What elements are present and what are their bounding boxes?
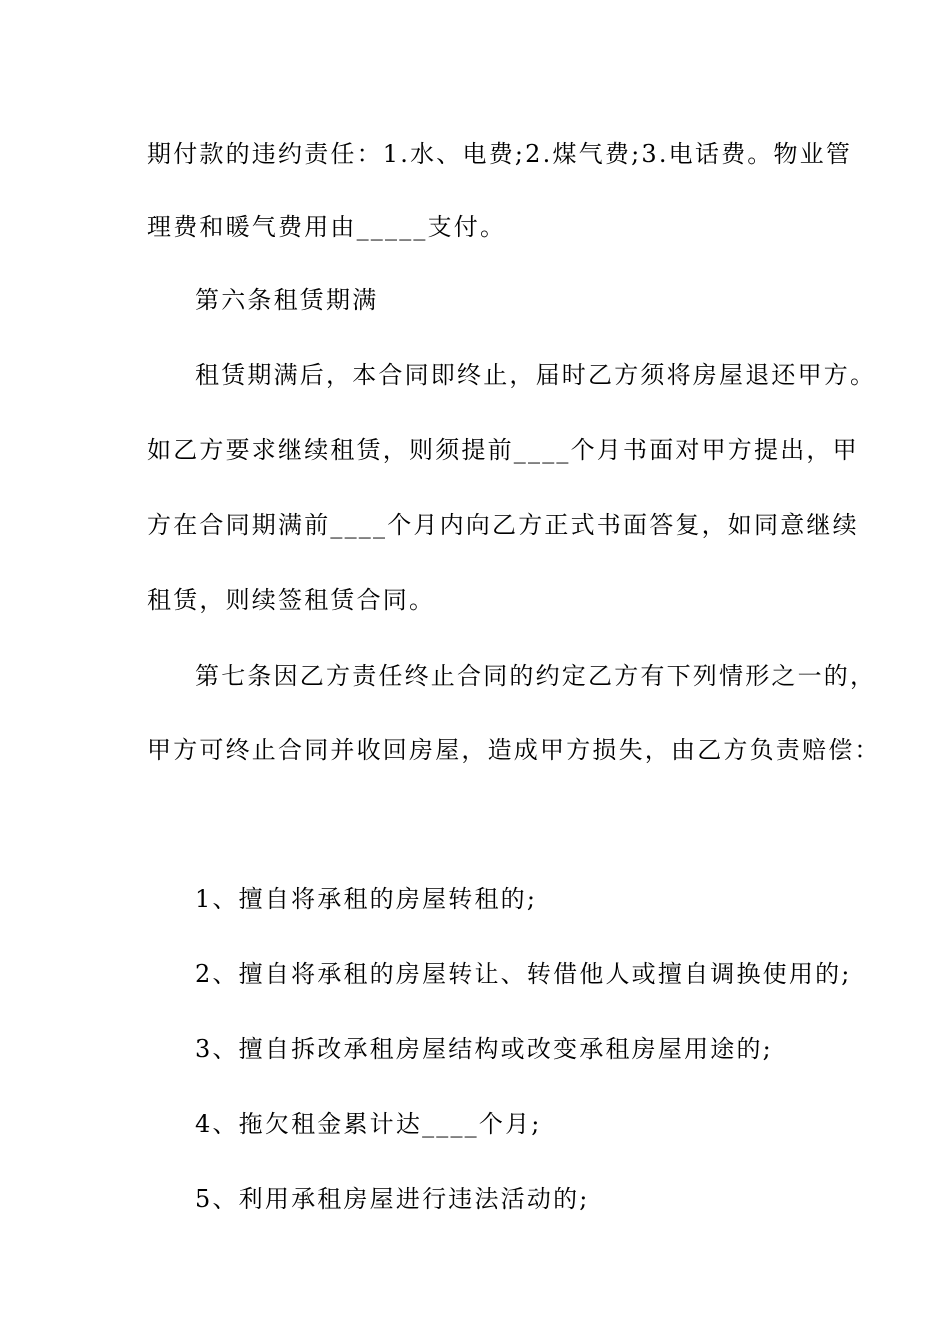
list-item-1: 1、擅自将承租的房屋转租的;: [195, 885, 538, 913]
text-line-9: 甲方可终止合同并收回房屋，造成甲方损失，由乙方负责赔偿：: [147, 736, 881, 764]
section-heading-article-7: 第七条因乙方责任终止合同的约定乙方有下列情形之一的，: [195, 662, 877, 690]
text-line-4: 租赁期满后，本合同即终止，届时乙方须将房屋退还甲方。: [195, 361, 877, 389]
text-line-2: 理费和暖气费用由_____支付。: [147, 213, 507, 241]
text-line-1: 期付款的违约责任：1.水、电费;2.煤气费;3.电话费。物业管: [147, 140, 853, 168]
text-line-7: 租赁，则续签租赁合同。: [147, 586, 436, 614]
list-item-4: 4、拖欠租金累计达____个月;: [195, 1110, 542, 1138]
text-line-6: 方在合同期满前____个月内向乙方正式书面答复，如同意继续: [147, 511, 859, 539]
text-line-5: 如乙方要求继续租赁，则须提前____个月书面对甲方提出，甲: [147, 436, 859, 464]
list-item-5: 5、利用承租房屋进行违法活动的;: [195, 1185, 590, 1213]
list-item-3: 3、擅自拆改承租房屋结构或改变承租房屋用途的;: [195, 1035, 773, 1063]
list-item-2: 2、擅自将承租的房屋转让、转借他人或擅自调换使用的;: [195, 960, 852, 988]
section-heading-article-6: 第六条租赁期满: [195, 286, 379, 314]
